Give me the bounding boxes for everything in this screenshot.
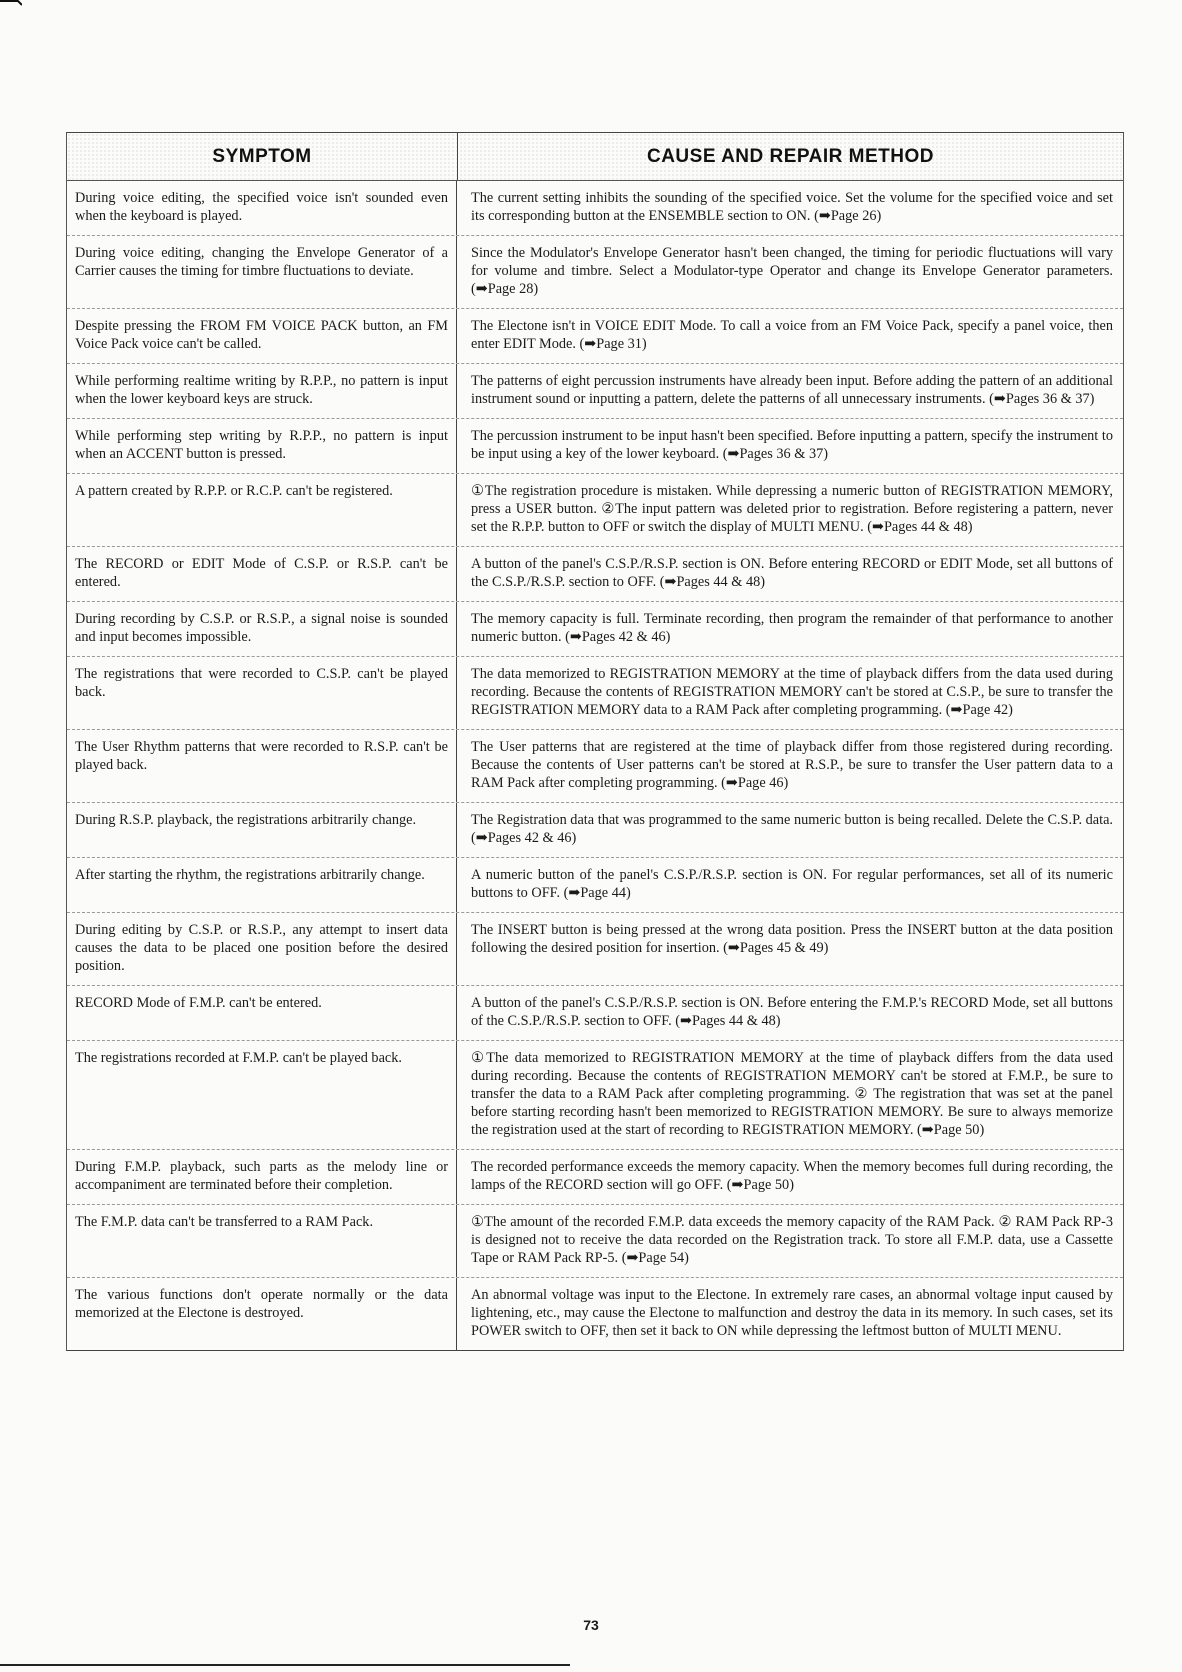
symptom-cell: The registrations that were recorded to C.S.P. can't be played back. xyxy=(67,657,457,729)
symptom-cell: During recording by C.S.P. or R.S.P., a signal noise is sounded and input becomes impossible. xyxy=(67,602,457,656)
symptom-cell: During R.S.P. playback, the registrations arbitrarily change. xyxy=(67,803,457,857)
symptom-cell: Despite pressing the FROM FM VOICE PACK button, an FM Voice Pack voice can't be called. xyxy=(67,309,457,363)
table-row xyxy=(67,364,1123,419)
cause-cell: ①The data memorized to REGISTRATION MEMORY at the time of playback differs from the data used during recording. Because the contents of REGISTRATION MEMORY can't be stored at F.M.P., be sure to transfer the data to a RAM Pack after completing programming. ② The registration that was set at the panel before starting recording hasn't been memorized to REGISTRATION MEMORY. Be sure to always memorize the registration used at the start of recording to REGISTRATION MEMORY. (➡Page 50) xyxy=(471,1050,1113,1138)
symptom-cell: During voice editing, the specified voice isn't sounded even when the keyboard is played. xyxy=(67,181,457,235)
symptom-cell: After starting the rhythm, the registrations arbitrarily change. xyxy=(67,858,457,912)
cause-cell: The Electone isn't in VOICE EDIT Mode. To call a voice from an FM Voice Pack, specify a panel voice, then enter EDIT Mode. (➡Page 31) xyxy=(471,318,1113,352)
symptom-cell: A pattern created by R.P.P. or R.C.P. can't be registered. xyxy=(67,474,457,546)
table-row xyxy=(67,858,1123,913)
table-row xyxy=(67,1205,1123,1278)
page-number: 73 xyxy=(583,1617,599,1633)
symptom-cell: During editing by C.S.P. or R.S.P., any attempt to insert data causes the data to be placed one position before the desired position. xyxy=(67,913,457,985)
cause-cell: The INSERT button is being pressed at the wrong data position. Press the INSERT button at the data position following the desired position for insertion. (➡Pages 45 & 49) xyxy=(471,922,1113,956)
table-row xyxy=(67,986,1123,1041)
table-row xyxy=(67,181,1123,236)
cause-cell: ①The amount of the recorded F.M.P. data exceeds the memory capacity of the RAM Pack. ② RAM Pack RP-3 is designed not to receive the data recorded on the Registration track. To store all F.M.P. data, use a Cassette Tape or RAM Pack RP-5. (➡Page 54) xyxy=(471,1214,1113,1266)
table-header xyxy=(67,133,1123,181)
table-row xyxy=(67,309,1123,364)
symptom-cell: RECORD Mode of F.M.P. can't be entered. xyxy=(67,986,457,1040)
table-row xyxy=(67,1041,1123,1150)
symptom-cell: The User Rhythm patterns that were recorded to R.S.P. can't be played back. xyxy=(67,730,457,802)
cause-cell: The memory capacity is full. Terminate recording, then program the remainder of that performance to another numeric button. (➡Pages 42 & 46) xyxy=(471,611,1113,645)
symptom-cell: The F.M.P. data can't be transferred to a RAM Pack. xyxy=(67,1205,457,1277)
symptom-cell: During voice editing, changing the Envelope Generator of a Carrier causes the timing for timbre fluctuations to deviate. xyxy=(67,236,457,308)
symptom-cell: While performing realtime writing by R.P.P., no pattern is input when the lower keyboard keys are struck. xyxy=(67,364,457,418)
table-body xyxy=(67,181,1123,1350)
table-row xyxy=(67,803,1123,858)
table-row xyxy=(67,547,1123,602)
table-row xyxy=(67,236,1123,309)
cause-cell: ①The registration procedure is mistaken. While depressing a numeric button of REGISTRATION MEMORY, press a USER button. ②The input pattern was deleted prior to registration. Before registering a pattern, never set the R.P.P. button to OFF or switch the display of MULTI MENU. (➡Pages 44 & 48) xyxy=(471,483,1113,535)
table-row xyxy=(67,1278,1123,1350)
cause-cell: A button of the panel's C.S.P./R.S.P. section is ON. Before entering the F.M.P.'s RECORD Mode, set all buttons of the C.S.P./R.S.P. section to OFF. (➡Pages 44 & 48) xyxy=(471,995,1113,1029)
cause-cell: The patterns of eight percussion instruments have already been input. Before adding the pattern of an additional instrument sound or inputting a pattern, delete the patterns of all unnecessary instruments. (➡Pages 36 & 37) xyxy=(471,373,1113,407)
table-row xyxy=(67,602,1123,657)
troubleshooting-table xyxy=(66,132,1124,1351)
cause-cell: A button of the panel's C.S.P./R.S.P. section is ON. Before entering RECORD or EDIT Mode, set all buttons of the C.S.P./R.S.P. section to OFF. (➡Pages 44 & 48) xyxy=(471,556,1113,590)
cause-cell: The Registration data that was programmed to the same numeric button is being recalled. Delete the C.S.P. data. (➡Pages 42 & 46) xyxy=(471,812,1113,846)
corner-mark xyxy=(0,0,22,6)
table-row xyxy=(67,730,1123,803)
cause-header: CAUSE AND REPAIR METHOD xyxy=(646,145,934,167)
table-row xyxy=(67,657,1123,730)
cause-cell: An abnormal voltage was input to the Electone. In extremely rare cases, an abnormal voltage input caused by lightening, etc., may cause the Electone to malfunction and destroy the data in its memory. In such cases, set its POWER switch to OFF, then set it back to ON while depressing the leftmost button of MULTI MENU. xyxy=(471,1287,1113,1339)
cause-cell: The percussion instrument to be input hasn't been specified. Before inputting a pattern, specify the instrument to be input using a key of the lower keyboard. (➡Pages 36 & 37) xyxy=(471,428,1113,462)
symptom-cell: While performing step writing by R.P.P., no pattern is input when an ACCENT button is pressed. xyxy=(67,419,457,473)
cause-cell: The data memorized to REGISTRATION MEMORY at the time of playback differs from the data used during recording. Because the contents of REGISTRATION MEMORY can't be stored at C.S.P., be sure to transfer the REGISTRATION MEMORY data to a RAM Pack after completing programming. (➡Page 42) xyxy=(471,666,1113,718)
symptom-cell: The registrations recorded at F.M.P. can't be played back. xyxy=(67,1041,457,1149)
symptom-header: SYMPTOM xyxy=(67,133,458,180)
cause-cell: A numeric button of the panel's C.S.P./R.S.P. section is ON. For regular performances, set all of its numeric buttons to OFF. (➡Page 44) xyxy=(471,867,1113,901)
table-row xyxy=(67,474,1123,547)
symptom-cell: The RECORD or EDIT Mode of C.S.P. or R.S.P. can't be entered. xyxy=(67,547,457,601)
cause-cell: The User patterns that are registered at the time of playback differ from those registered during recording. Because the contents of User patterns can't be stored at R.S.P., be sure to transfer the User pattern data to a RAM Pack after completing programming. (➡Page 46) xyxy=(471,739,1113,791)
table-row xyxy=(67,1150,1123,1205)
table-row xyxy=(67,913,1123,986)
symptom-cell: During F.M.P. playback, such parts as the melody line or accompaniment are terminated before their completion. xyxy=(67,1150,457,1204)
symptom-cell: The various functions don't operate normally or the data memorized at the Electone is destroyed. xyxy=(67,1278,457,1350)
cause-cell: The recorded performance exceeds the memory capacity. When the memory becomes full during recording, the lamps of the RECORD section will go OFF. (➡Page 50) xyxy=(471,1159,1113,1193)
bottom-rule xyxy=(0,1664,570,1666)
cause-cell: The current setting inhibits the sounding of the specified voice. Set the volume for the specified voice and set its corresponding button at the ENSEMBLE section to ON. (➡Page 26) xyxy=(471,190,1113,224)
table-row xyxy=(67,419,1123,474)
cause-cell: Since the Modulator's Envelope Generator hasn't been changed, the timing for periodic fluctuations will vary for volume and timbre. Select a Modulator-type Operator and change its Envelope Generator parameters. (➡Page 28) xyxy=(471,245,1113,297)
